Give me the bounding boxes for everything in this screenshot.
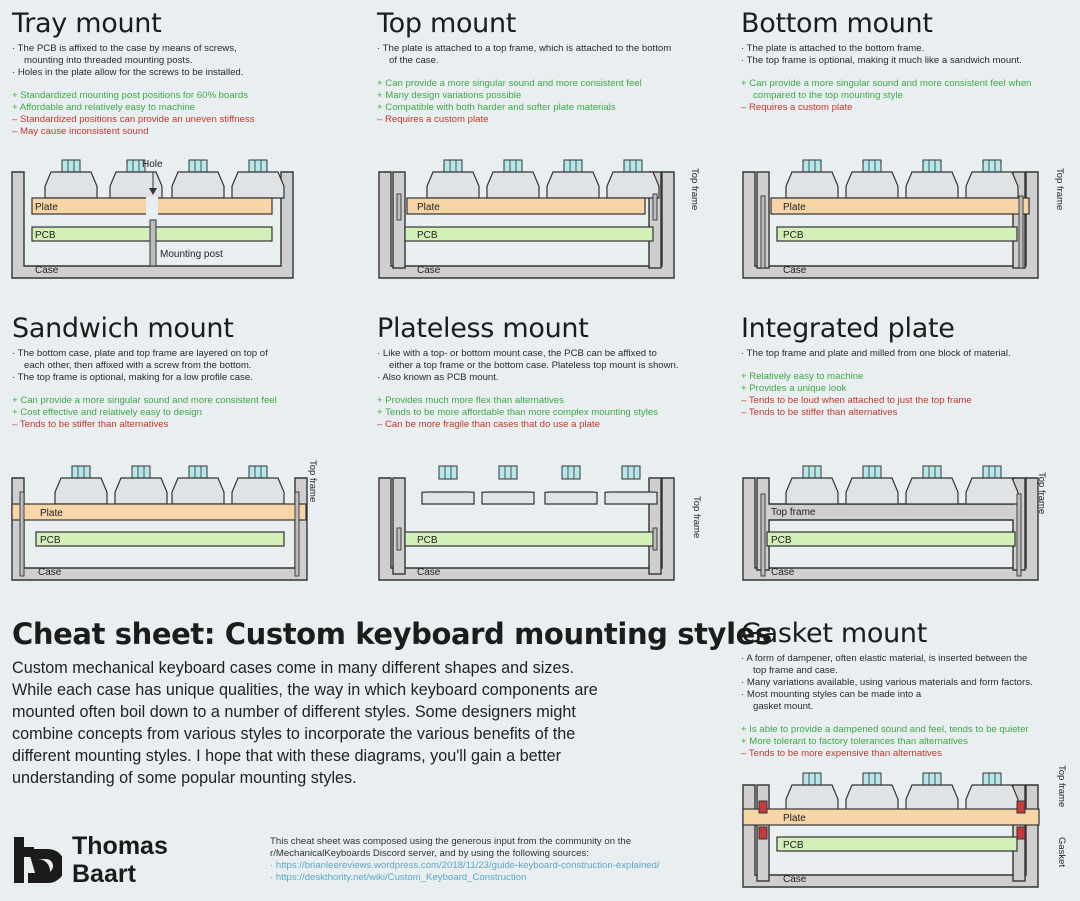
switch-stem xyxy=(983,160,1001,173)
panel-bottom-mount xyxy=(741,9,1080,114)
description-line: · A form of dampener, often elastic material, is inserted between the xyxy=(741,653,1028,664)
keycap xyxy=(786,785,838,811)
con-item: – May cause inconsistent sound xyxy=(12,126,149,137)
keycap xyxy=(172,478,224,504)
switch-stem xyxy=(624,160,642,173)
screw xyxy=(397,528,401,550)
screw xyxy=(397,194,401,220)
description-line: · Like with a top- or bottom mount case, the PCB can be affixed to xyxy=(377,348,657,359)
intro-line: Custom mechanical keyboard cases come in many different shapes and sizes. xyxy=(12,659,575,677)
diagram-label: Plate xyxy=(783,813,806,824)
credits-line: This cheat sheet was composed using the generous input from the community on the xyxy=(270,836,632,847)
top-frame xyxy=(393,478,405,574)
diagram-label: PCB xyxy=(771,535,792,546)
diagram-label: PCB xyxy=(783,230,804,241)
intro-line: combine concepts from various styles to incorporate the various benefits of the xyxy=(12,725,576,743)
description-line: · The top frame is optional, making it much like a sandwich mount. xyxy=(741,55,1022,66)
diagram-label: Hole xyxy=(142,159,163,170)
keycap xyxy=(482,492,534,504)
diagram-label: Plate xyxy=(417,202,440,213)
diagram-label: Case xyxy=(783,874,807,885)
description-line: · Also known as PCB mount. xyxy=(377,372,499,383)
switch-stem xyxy=(923,466,941,479)
panel-top-mount xyxy=(377,9,717,126)
switch-stem xyxy=(923,160,941,173)
pro-item: + Provides a unique look xyxy=(741,383,847,394)
panel-title: Bottom mount xyxy=(741,8,933,39)
side-label: Top frame xyxy=(1056,765,1067,808)
diagram-label: Case xyxy=(38,567,62,578)
switch-stem xyxy=(132,466,150,479)
pro-item: + Can provide a more singular sound and more consistent feel when xyxy=(741,78,1032,89)
switch-stem xyxy=(803,773,821,786)
panel-gasket-mount xyxy=(741,619,1080,760)
integrated-plate-diagram xyxy=(741,458,1071,584)
side-label: Top frame xyxy=(307,460,318,503)
pro-item: + Many design variations possible xyxy=(377,90,522,101)
pro-item: + Affordable and relatively easy to machine xyxy=(12,102,196,113)
intro-line: understanding of some popular mounting styles. xyxy=(12,769,357,787)
side-label: Top frame xyxy=(689,168,700,211)
keycap xyxy=(786,172,838,198)
gasket xyxy=(759,827,767,839)
pcb xyxy=(405,532,653,546)
keycap xyxy=(607,172,659,198)
bottom-mount-diagram xyxy=(741,150,1071,282)
diagram-label: Case xyxy=(417,567,441,578)
description-line: · The top frame and plate and milled from one block of material. xyxy=(741,348,1011,359)
description-line: either a top frame or the bottom case. Plateless top mount is shown. xyxy=(389,360,679,371)
screw xyxy=(653,528,657,550)
panel-description xyxy=(377,43,717,126)
intro-text xyxy=(12,657,712,789)
diagram-label: Plate xyxy=(35,202,58,213)
source-link[interactable]: · https://deskthority.net/wiki/Custom_Keyboard_Construction xyxy=(270,872,527,883)
diagram-label: PCB xyxy=(417,535,438,546)
diagram-label: Case xyxy=(783,265,807,276)
description-line: · The plate is attached to the bottom frame. xyxy=(741,43,925,54)
description-line: mounting into threaded mounting posts. xyxy=(24,55,193,66)
description-line: · Holes in the plate allow for the screws to be installed. xyxy=(12,67,244,78)
description-line: · Most mounting styles can be made into a xyxy=(741,689,922,700)
description-line: · The bottom case, plate and top frame are layered on top of xyxy=(12,348,268,359)
switch-stem xyxy=(983,466,1001,479)
pcb xyxy=(36,532,284,546)
diagram-label: Case xyxy=(417,265,441,276)
keycap xyxy=(906,785,958,811)
pro-item: compared to the top mounting style xyxy=(753,90,903,101)
description-line: top frame and case. xyxy=(753,665,838,676)
keycap xyxy=(906,172,958,198)
description-line: gasket mount. xyxy=(753,701,814,712)
switch-stem xyxy=(72,466,90,479)
keycap xyxy=(232,478,284,504)
keycap xyxy=(846,478,898,504)
screw xyxy=(1019,196,1023,268)
pro-item: + Is able to provide a dampened sound and feel, tends to be quieter xyxy=(741,724,1029,735)
con-item: – Tends to be more expensive than alternatives xyxy=(741,748,942,759)
keycap xyxy=(786,478,838,504)
mounting-post xyxy=(150,220,156,266)
side-label: Top frame xyxy=(1036,472,1047,515)
panel-title: Tray mount xyxy=(12,8,162,39)
pro-item: + Can provide a more singular sound and more consistent feel xyxy=(12,395,277,406)
panel-title: Top mount xyxy=(377,8,517,39)
pro-item: + Can provide a more singular sound and more consistent feel xyxy=(377,78,642,89)
keycap xyxy=(846,172,898,198)
pro-item: + Cost effective and relatively easy to design xyxy=(12,407,202,418)
keycap xyxy=(110,172,162,198)
switch-stem xyxy=(564,160,582,173)
panel-description xyxy=(741,43,1080,114)
description-line: · Many variations available, using various materials and form factors. xyxy=(741,677,1033,688)
panel-title: Integrated plate xyxy=(741,313,955,344)
keycap xyxy=(605,492,657,504)
author-last-name: Baart xyxy=(72,860,136,888)
diagram-label: PCB xyxy=(417,230,438,241)
tb-monogram-icon xyxy=(12,835,62,885)
con-item: – Tends to be loud when attached to just the top frame xyxy=(741,395,972,406)
description-line: each other, then affixed with a screw from the bottom. xyxy=(24,360,252,371)
description-line: · The PCB is affixed to the case by means of screws, xyxy=(12,43,237,54)
con-item: – Requires a custom plate xyxy=(741,102,853,113)
switch-stem xyxy=(444,160,462,173)
pcb xyxy=(405,227,653,241)
diagram-label: PCB xyxy=(35,230,56,241)
panel-title: Plateless mount xyxy=(377,313,589,344)
source-link[interactable]: · https://brianleereviews.wordpress.com/2018/11/23/guide-keyboard-construction-explained/ xyxy=(270,860,660,871)
pcb xyxy=(777,837,1017,851)
credits-line: r/MechanicalKeyboards Discord server, and by using the following sources: xyxy=(270,848,589,859)
switch-stem xyxy=(62,160,80,173)
panel-description xyxy=(12,43,352,138)
switch-stem xyxy=(863,773,881,786)
switch-stem xyxy=(863,160,881,173)
intro-line: While each case has unique qualities, the way in which keyboard components are xyxy=(12,681,598,699)
panel-title: Gasket mount xyxy=(741,618,928,649)
gasket xyxy=(1017,801,1025,813)
switch-stem xyxy=(923,773,941,786)
panel-description xyxy=(12,348,352,431)
switch-stem xyxy=(803,160,821,173)
pro-item: + Relatively easy to machine xyxy=(741,371,864,382)
intro-line: different mounting styles. I hope that with these diagrams, you'll gain a better xyxy=(12,747,561,765)
screw xyxy=(1017,494,1021,576)
panel-description xyxy=(741,348,1080,419)
pro-item: + More tolerant to factory tolerances than alternatives xyxy=(741,736,968,747)
description-line: · The top frame is optional, making for a low profile case. xyxy=(12,372,253,383)
keycap xyxy=(422,492,474,504)
diagram-label: PCB xyxy=(40,535,61,546)
switch-stem xyxy=(499,466,517,479)
switch-stem xyxy=(439,466,457,479)
pcb xyxy=(767,532,1015,546)
diagram-label: Mounting post xyxy=(160,249,223,260)
keycap xyxy=(427,172,479,198)
gasket-mount-diagram xyxy=(741,765,1071,891)
con-item: – Tends to be stiffer than alternatives xyxy=(741,407,898,418)
plate-hole xyxy=(146,197,158,215)
credits xyxy=(270,836,660,884)
con-item: – Requires a custom plate xyxy=(377,114,489,125)
pro-item: + Tends to be more affordable than more complex mounting styles xyxy=(377,407,658,418)
con-item: – Can be more fragile than cases that do use a plate xyxy=(377,419,600,430)
switch-stem xyxy=(189,160,207,173)
switch-stem xyxy=(249,160,267,173)
keycap xyxy=(966,172,1018,198)
keycap xyxy=(846,785,898,811)
keycap xyxy=(487,172,539,198)
side-label: Top frame xyxy=(691,496,702,539)
panel-integrated-plate xyxy=(741,314,1080,419)
screw xyxy=(761,494,765,576)
keycap xyxy=(45,172,97,198)
screw xyxy=(20,492,24,576)
con-item: – Standardized positions can provide an uneven stiffness xyxy=(12,114,255,125)
screw xyxy=(295,492,299,576)
keycap xyxy=(966,785,1018,811)
gasket xyxy=(759,801,767,813)
switch-stem xyxy=(562,466,580,479)
description-line: · The plate is attached to a top frame, which is attached to the bottom xyxy=(377,43,672,54)
switch-stem xyxy=(189,466,207,479)
description-line: of the case. xyxy=(389,55,439,66)
intro-line: mounted often boil down to a number of different styles. Some designers might xyxy=(12,703,576,721)
sandwich-mount-diagram xyxy=(10,458,330,584)
switch-stem xyxy=(622,466,640,479)
pcb xyxy=(777,227,1017,241)
keycap xyxy=(966,478,1018,504)
diagram-label: Case xyxy=(35,265,59,276)
side-label: Top frame xyxy=(1054,168,1065,211)
keycap xyxy=(547,172,599,198)
keycap xyxy=(55,478,107,504)
pro-item: + Provides much more flex than alternatives xyxy=(377,395,564,406)
keycap xyxy=(172,172,224,198)
diagram-label: Case xyxy=(771,567,795,578)
keycap xyxy=(906,478,958,504)
screw xyxy=(761,196,765,268)
switch-stem xyxy=(863,466,881,479)
diagram-label: Plate xyxy=(40,508,63,519)
keycap xyxy=(545,492,597,504)
screw xyxy=(653,194,657,220)
cheat-sheet-title: Cheat sheet: Custom keyboard mounting styles xyxy=(12,617,772,651)
panel-plateless-mount xyxy=(377,314,717,431)
plate xyxy=(407,198,645,214)
plateless-mount-diagram xyxy=(377,458,707,584)
author-first-name: Thomas xyxy=(72,832,168,860)
tray-mount-diagram xyxy=(10,150,310,282)
panel-tray-mount xyxy=(12,9,352,138)
plate xyxy=(771,198,1029,214)
diagram-label: Plate xyxy=(783,202,806,213)
pro-item: + Compatible with both harder and softer plate materials xyxy=(377,102,616,113)
panel-description xyxy=(377,348,717,431)
panel-description xyxy=(741,653,1080,760)
switch-stem xyxy=(249,466,267,479)
pro-item: + Standardized mounting post positions for 60% boards xyxy=(12,90,248,101)
keycap xyxy=(115,478,167,504)
top-mount-diagram xyxy=(377,150,707,282)
side-label: Gasket xyxy=(1056,837,1067,868)
switch-stem xyxy=(803,466,821,479)
gasket xyxy=(1017,827,1025,839)
diagram-label: PCB xyxy=(783,840,804,851)
panel-title: Sandwich mount xyxy=(12,313,234,344)
panel-sandwich-mount xyxy=(12,314,352,431)
switch-stem xyxy=(983,773,1001,786)
keycap xyxy=(232,172,284,198)
switch-stem xyxy=(504,160,522,173)
diagram-label: Top frame xyxy=(771,507,816,518)
con-item: – Tends to be stiffer than alternatives xyxy=(12,419,169,430)
author-name xyxy=(72,832,168,888)
